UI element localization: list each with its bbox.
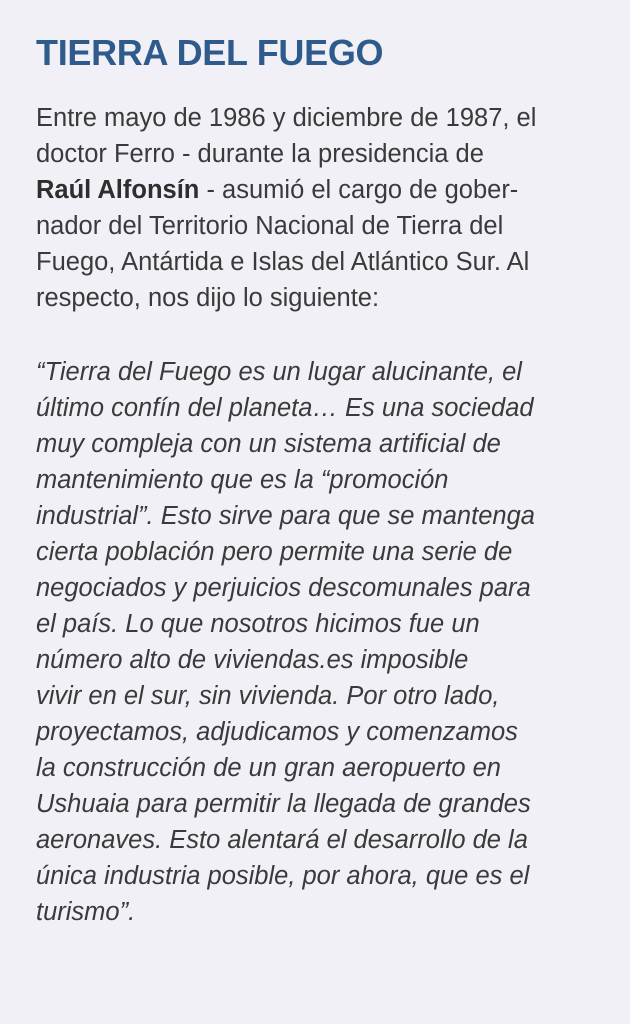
quote-line: negociados y perjuicios descomunales para	[36, 574, 531, 602]
quote-line: única industria posible, por ahora, que es el	[36, 862, 530, 890]
intro-line: doctor Ferro - durante la presidencia de	[36, 140, 484, 168]
quote-line: industrial”. Esto sirve para que se mantenga	[36, 502, 535, 530]
intro-line: respecto, nos dijo lo siguiente:	[36, 284, 380, 312]
quote-line: “Tierra del Fuego es un lugar alucinante, el	[36, 358, 522, 386]
quote-line: aeronaves. Esto alentará el desarrollo de la	[36, 826, 528, 854]
quote-line: turismo”.	[36, 898, 136, 926]
quote-line: la construcción de un gran aeropuerto en	[36, 754, 501, 782]
quote-line: proyectamos, adjudicamos y comenzamos	[36, 718, 518, 746]
quote-line: el país. Lo que nosotros hicimos fue un	[36, 610, 480, 638]
quote-line: último confín del planeta… Es una sociedad	[36, 394, 534, 422]
section-title: TIERRA DEL FUEGO	[36, 32, 384, 73]
quote-line: muy compleja con un sistema artificial de	[36, 430, 501, 458]
intro-line	[36, 172, 600, 208]
intro-paragraph	[36, 100, 600, 316]
quote-line: vivir en el sur, sin vivienda. Por otro lado,	[36, 682, 500, 710]
quote-line: número alto de viviendas.es imposible	[36, 646, 469, 674]
intro-line: nador del Territorio Nacional de Tierra del	[36, 212, 504, 240]
intro-line: Entre mayo de 1986 y diciembre de 1987, el	[36, 104, 537, 132]
quote-line: mantenimiento que es la “promoción	[36, 466, 449, 494]
quote-paragraph	[36, 354, 600, 930]
intro-line-rest: - asumió el cargo de gober-	[199, 176, 519, 204]
quote-line: cierta población pero permite una serie de	[36, 538, 513, 566]
quote-line: Ushuaia para permitir la llegada de grandes	[36, 790, 531, 818]
person-name-bold: Raúl Alfonsín	[36, 176, 200, 204]
intro-line: Fuego, Antártida e Islas del Atlántico Sur. Al	[36, 248, 530, 276]
